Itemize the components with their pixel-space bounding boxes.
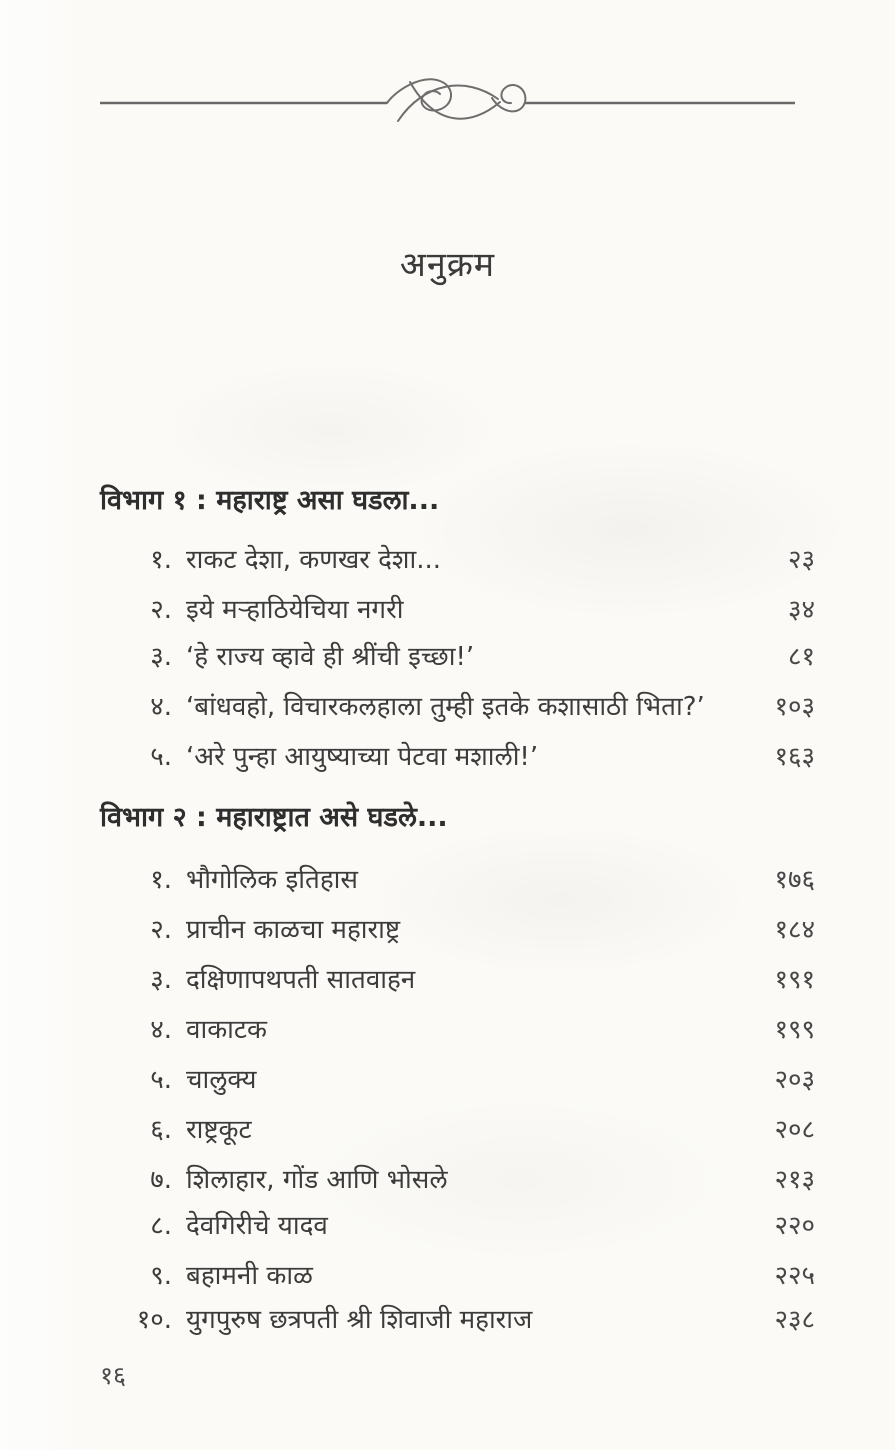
toc-row — [100, 540, 815, 576]
item-number: ५. — [150, 1065, 172, 1095]
item-number: १. — [150, 865, 172, 895]
item-page-number: २०३ — [774, 1065, 815, 1095]
item-title: राष्ट्रकूट — [186, 1115, 252, 1145]
toc-row — [100, 1060, 815, 1096]
section-1-heading: विभाग १ : महाराष्ट्र असा घडला... — [100, 485, 440, 516]
item-number: ३. — [150, 642, 172, 672]
item-title: शिलाहार, गोंड आणि भोसले — [186, 1165, 448, 1195]
toc-row — [100, 687, 815, 723]
item-number: ५. — [150, 742, 172, 772]
item-title: बहामनी काळ — [186, 1261, 313, 1291]
item-page-number: १०३ — [774, 692, 815, 722]
item-number: ४. — [150, 692, 172, 722]
item-page-number: ८१ — [787, 642, 815, 672]
item-page-number: २१३ — [774, 1165, 815, 1195]
toc-row — [100, 910, 815, 946]
item-page-number: १९९ — [774, 1015, 815, 1045]
item-title: प्राचीन काळचा महाराष्ट्र — [186, 915, 401, 945]
item-page-number: २२० — [774, 1211, 815, 1241]
item-page-number: ३४ — [787, 595, 815, 625]
item-page-number: २३ — [787, 545, 815, 575]
item-number: ९. — [150, 1261, 172, 1291]
item-number: १. — [150, 545, 172, 575]
item-page-number: १९१ — [774, 965, 815, 995]
item-title: युगपुरुष छत्रपती श्री शिवाजी महाराज — [186, 1305, 533, 1335]
toc-row — [100, 737, 815, 773]
page-title: अनुक्रम — [399, 245, 496, 285]
item-number: ६. — [150, 1115, 172, 1145]
toc-row — [100, 637, 815, 673]
toc-row — [100, 590, 815, 626]
toc-row — [100, 1160, 815, 1196]
item-title: ‘अरे पुन्हा आयुष्याच्या पेटवा मशाली!’ — [186, 742, 539, 772]
item-number: ४. — [150, 1015, 172, 1045]
item-page-number: १८४ — [774, 915, 815, 945]
calligraphic-flourish-icon — [387, 79, 525, 121]
toc-row — [100, 1010, 815, 1046]
item-page-number: १६३ — [774, 742, 815, 772]
item-title: ‘हे राज्य व्हावे ही श्रींची इच्छा!’ — [186, 642, 475, 672]
item-number: २. — [150, 915, 172, 945]
item-title: देवगिरीचे यादव — [186, 1211, 328, 1241]
toc-row — [100, 960, 815, 996]
item-title: दक्षिणापथपती सातवाहन — [186, 965, 416, 995]
toc-row — [100, 1300, 815, 1336]
item-page-number: २३८ — [774, 1305, 815, 1335]
item-title: राकट देशा, कणखर देशा... — [186, 545, 441, 575]
folio-page-number: १६ — [100, 1361, 127, 1390]
item-number: १०. — [136, 1305, 172, 1335]
item-title: भौगोलिक इतिहास — [186, 865, 358, 895]
item-title: चालुक्य — [186, 1065, 257, 1095]
header-divider — [100, 72, 795, 142]
item-title: ‘बांधवहो, विचारकलहाला तुम्ही इतके कशासाठी भिता?’ — [186, 692, 705, 722]
toc-row — [100, 860, 815, 896]
section-2-heading: विभाग २ : महाराष्ट्रात असे घडले... — [100, 802, 448, 833]
item-page-number: २२५ — [774, 1261, 815, 1291]
item-number: २. — [150, 595, 172, 625]
toc-row — [100, 1256, 815, 1292]
item-number: ७. — [150, 1165, 172, 1195]
item-page-number: १७६ — [774, 865, 815, 895]
item-number: ८. — [150, 1211, 172, 1241]
item-page-number: २०८ — [774, 1115, 815, 1145]
item-title: इये मऱ्हाठियेचिया नगरी — [186, 595, 404, 625]
item-title: वाकाटक — [186, 1015, 267, 1045]
item-number: ३. — [150, 965, 172, 995]
toc-row — [100, 1206, 815, 1242]
toc-row — [100, 1110, 815, 1146]
